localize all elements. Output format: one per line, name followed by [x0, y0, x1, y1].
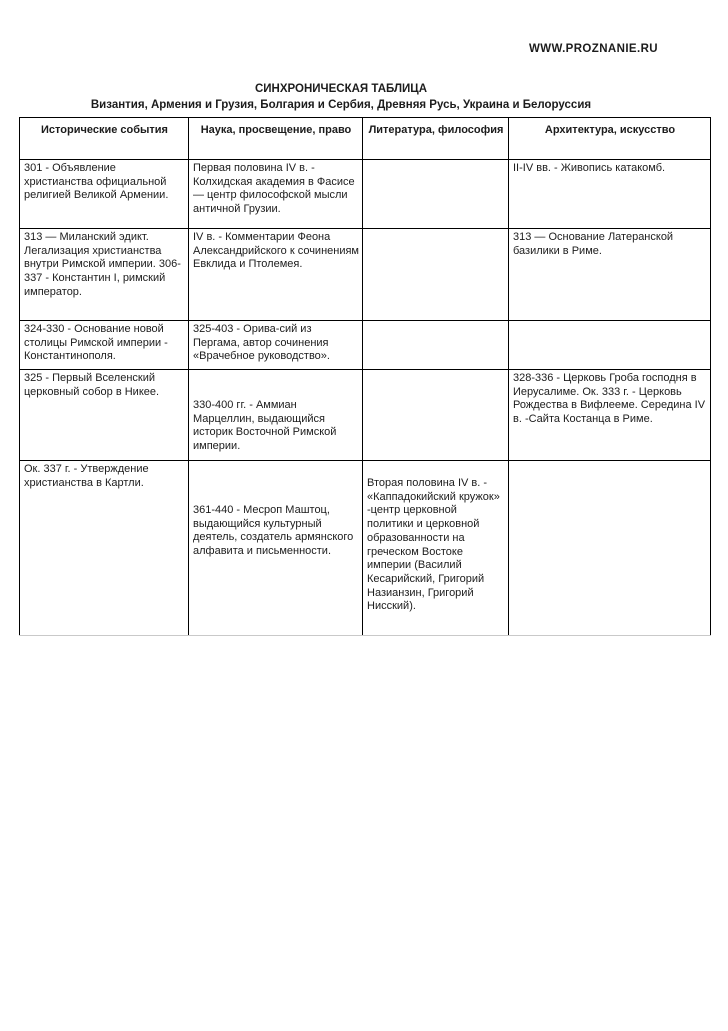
cell-text: 361-440 - Месроп Маштоц, выдающийся культурный деятель, создатель армянского алфавита и письменности.	[193, 504, 354, 558]
cell-literature	[363, 229, 509, 321]
cell-text: Ок. 337 г. - Утверждение христианства в Картли.	[24, 463, 149, 489]
table-row	[20, 229, 711, 321]
cell-events	[20, 160, 189, 229]
cell-architecture	[509, 229, 711, 321]
cell-text: 313 — Миланский эдикт. Легализация христианства внутри Римской империи. 306-337 - Константин I, римский император.	[24, 231, 181, 298]
cell-events	[20, 229, 189, 321]
cell-architecture	[509, 461, 711, 636]
cell-text: 325-403 - Орива-сий из Пергама, автор сочинения «Врачебное руководство».	[193, 323, 330, 363]
cell-events	[20, 321, 189, 370]
cell-literature	[363, 160, 509, 229]
page-subtitle: Византия, Армения и Грузия, Болгария и Сербия, Древняя Русь, Украина и Белоруссия	[90, 99, 592, 111]
cell-text: 313 — Основание Латеранской базилики в Риме.	[513, 231, 674, 257]
cell-text: IV в. - Комментарии Феона Александрийского к сочинениям Евклида и Птолемея.	[193, 231, 359, 271]
column-header-literature-philosophy: Литература, философия	[363, 118, 509, 160]
cell-text: 328-336 - Церковь Гроба господня в Иерусалиме. Ок. 333 г. - Церковь Рождества в Вифлееме. Середина IV в. -Сайта Костанца в Риме.	[513, 372, 706, 426]
cell-literature	[363, 370, 509, 461]
column-header-architecture-art: Архитектура, искусство	[509, 118, 711, 160]
cell-events	[20, 370, 189, 461]
table-row	[20, 370, 711, 461]
cell-architecture	[509, 160, 711, 229]
cell-architecture	[509, 370, 711, 461]
cell-science	[189, 370, 363, 461]
cell-text: Первая половина IV в. - Колхидская академия в Фасисе — центр философской мысли античной Грузии.	[193, 162, 355, 216]
cell-text: 301 - Объявление христианства официальной религией Великой Армении.	[24, 162, 169, 202]
cell-literature	[363, 461, 509, 636]
table-header-row	[20, 118, 711, 160]
cell-literature	[363, 321, 509, 370]
cell-science	[189, 321, 363, 370]
cell-events	[20, 461, 189, 636]
cell-science	[189, 461, 363, 636]
column-header-historical-events: Исторические события	[20, 118, 189, 160]
cell-text: 325 - Первый Вселенский церковный собор в Никее.	[24, 372, 160, 398]
cell-text: 324-330 - Основание новой столицы Римской империи - Константинополя.	[24, 323, 168, 363]
table-row	[20, 461, 711, 636]
page-title: СИНХРОНИЧЕСКАЯ ТАБЛИЦА	[254, 83, 428, 95]
cell-architecture	[509, 321, 711, 370]
table-row	[20, 321, 711, 370]
cell-science	[189, 229, 363, 321]
cell-text: Вторая половина IV в. - «Каппадокийский кружок» -центр церковной политики и церковной образованности на греческом Востоке империи (Василий Кесарийский, Григорий Назианзин, Григорий Нисский).	[367, 477, 500, 613]
table-row	[20, 160, 711, 229]
cell-text: II-IV вв. - Живопись катакомб.	[513, 162, 666, 174]
cell-text: 330-400 гг. - Аммиан Марцеллин, выдающийся историк Восточной Римской империи.	[193, 399, 337, 453]
document-header	[20, 81, 662, 113]
synchronic-table	[19, 117, 711, 636]
cell-science	[189, 160, 363, 229]
site-url-label: WWW.PROZNANIE.RU	[528, 43, 658, 55]
column-header-science-education-law: Наука, просвещение, право	[189, 118, 363, 160]
